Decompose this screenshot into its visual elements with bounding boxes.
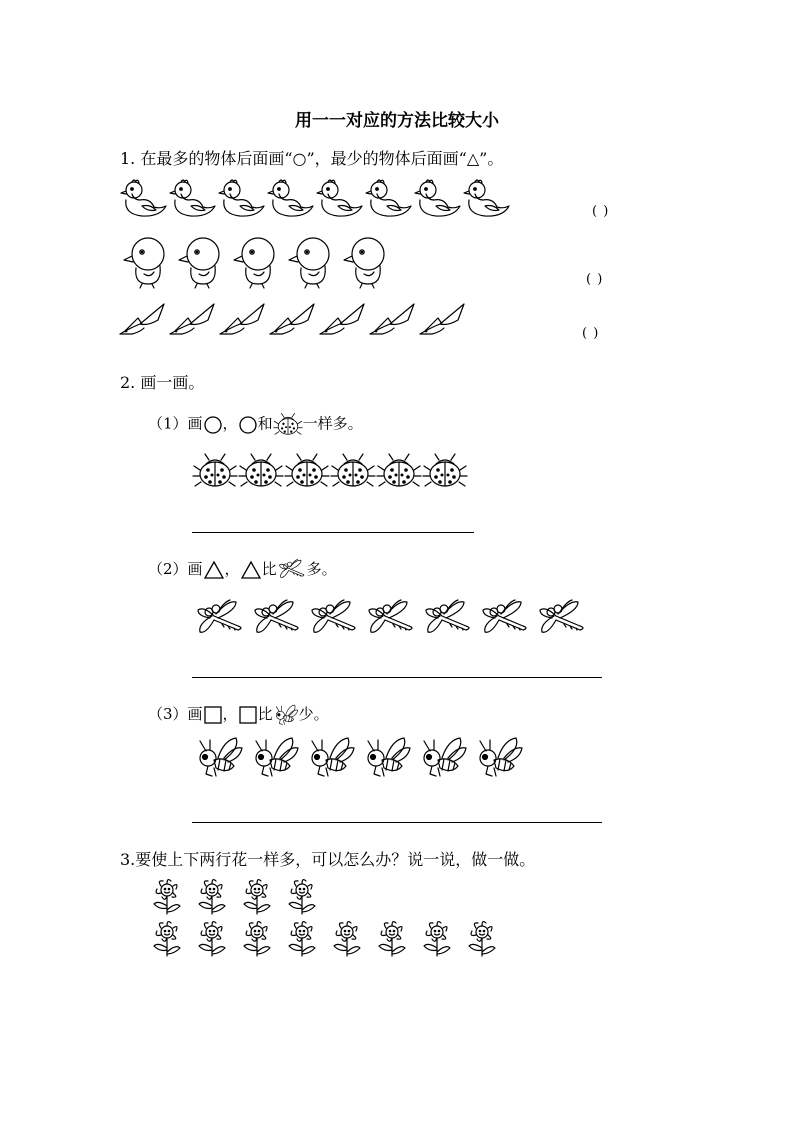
question-2-text: 2. 画一画。 (120, 373, 205, 392)
seagull-icon (368, 300, 418, 340)
chick-icon (175, 234, 229, 290)
flower-icon (236, 876, 278, 916)
sub-question-1 (148, 412, 363, 437)
answer-paren-1[interactable]: ( ) (592, 204, 610, 219)
answer-line-2[interactable] (192, 677, 602, 678)
ladybug-icon (330, 452, 376, 490)
bee-row (194, 736, 530, 781)
triangle-icon (240, 560, 262, 580)
chick-icon (230, 234, 284, 290)
ladybug-icon (238, 452, 284, 490)
sub1-prefix: （1）画 (148, 414, 203, 433)
sub2-prefix: （2）画 (148, 560, 203, 578)
dragonfly-icon (251, 596, 303, 642)
flower-icon (191, 918, 233, 958)
flower-icon (146, 918, 188, 958)
circle-icon (238, 415, 258, 435)
bee-icon (474, 736, 524, 781)
ladybug-icon (284, 452, 330, 490)
ladybug-icon (422, 452, 468, 490)
ladybug-icon (192, 452, 238, 490)
sub1-and: 和 (257, 414, 273, 433)
bird-icon (120, 176, 170, 220)
seagull-icon (118, 300, 168, 340)
answer-paren-3[interactable]: ( ) (582, 326, 600, 341)
dragonfly-icon (365, 596, 417, 642)
ladybug-icon (376, 452, 422, 490)
sub3-prefix: （3）画 (148, 705, 203, 723)
sub1-suffix: 一样多。 (302, 414, 363, 433)
answer-line-1[interactable] (192, 532, 474, 533)
bird-icon (169, 176, 219, 220)
seagull-icon (318, 300, 368, 340)
flower-icon (236, 918, 278, 958)
seagull-icon (268, 300, 318, 340)
seagull-row (118, 300, 468, 340)
question-1-text: 1. 在最多的物体后面画“○”，最少的物体后面画“△”。 (120, 149, 504, 168)
seagull-icon (168, 300, 218, 340)
bird-icon (267, 176, 317, 220)
chick-icon (340, 234, 394, 290)
dragonfly-icon (277, 557, 307, 583)
flower-icon (326, 918, 368, 958)
flower-icon (191, 876, 233, 916)
ladybug-icon (273, 412, 303, 437)
flower-icon (371, 918, 413, 958)
answer-line-3[interactable] (192, 822, 602, 823)
sub-question-2 (148, 557, 337, 583)
sub1-comma: ， (222, 414, 238, 433)
bee-icon (306, 736, 356, 781)
bird-icon (316, 176, 366, 220)
bee-icon (273, 704, 299, 727)
chick-row (120, 234, 395, 290)
chick-icon (285, 234, 339, 290)
sub3-than: 比 (257, 705, 273, 723)
sub-question-3 (148, 703, 329, 727)
sub3-comma: ， (222, 705, 238, 723)
dragonfly-row (194, 596, 593, 642)
flower-row-top (146, 876, 326, 916)
triangle-icon (203, 560, 225, 580)
sub2-suffix: 多。 (306, 560, 337, 578)
flower-icon (281, 876, 323, 916)
bird-icon (218, 176, 268, 220)
flower-icon (146, 876, 188, 916)
dragonfly-icon (308, 596, 360, 642)
dragonfly-icon (479, 596, 531, 642)
flower-icon (416, 918, 458, 958)
dragonfly-icon (536, 596, 588, 642)
bee-icon (418, 736, 468, 781)
bird-icon (365, 176, 415, 220)
dragonfly-icon (422, 596, 474, 642)
flower-icon (461, 918, 503, 958)
sub2-than: 比 (261, 560, 277, 578)
bee-icon (194, 736, 244, 781)
seagull-icon (218, 300, 268, 340)
bird-icon (463, 176, 513, 220)
question-3-text: 3.要使上下两行花一样多，可以怎么办？说一说，做一做。 (120, 850, 536, 869)
sub2-comma: ， (224, 560, 240, 578)
bird-row (120, 176, 512, 220)
square-icon (203, 705, 223, 725)
page-title: 用一一对应的方法比较大小 (295, 111, 499, 131)
bee-icon (362, 736, 412, 781)
sub3-suffix: 少。 (298, 705, 329, 723)
ladybug-row (192, 452, 468, 490)
flower-row-bottom (146, 918, 506, 958)
bee-icon (250, 736, 300, 781)
dragonfly-icon (194, 596, 246, 642)
answer-paren-2[interactable]: ( ) (586, 272, 604, 287)
flower-icon (281, 918, 323, 958)
bird-icon (414, 176, 464, 220)
circle-icon (203, 415, 223, 435)
square-icon (238, 705, 258, 725)
chick-icon (120, 234, 174, 290)
seagull-icon (418, 300, 468, 340)
